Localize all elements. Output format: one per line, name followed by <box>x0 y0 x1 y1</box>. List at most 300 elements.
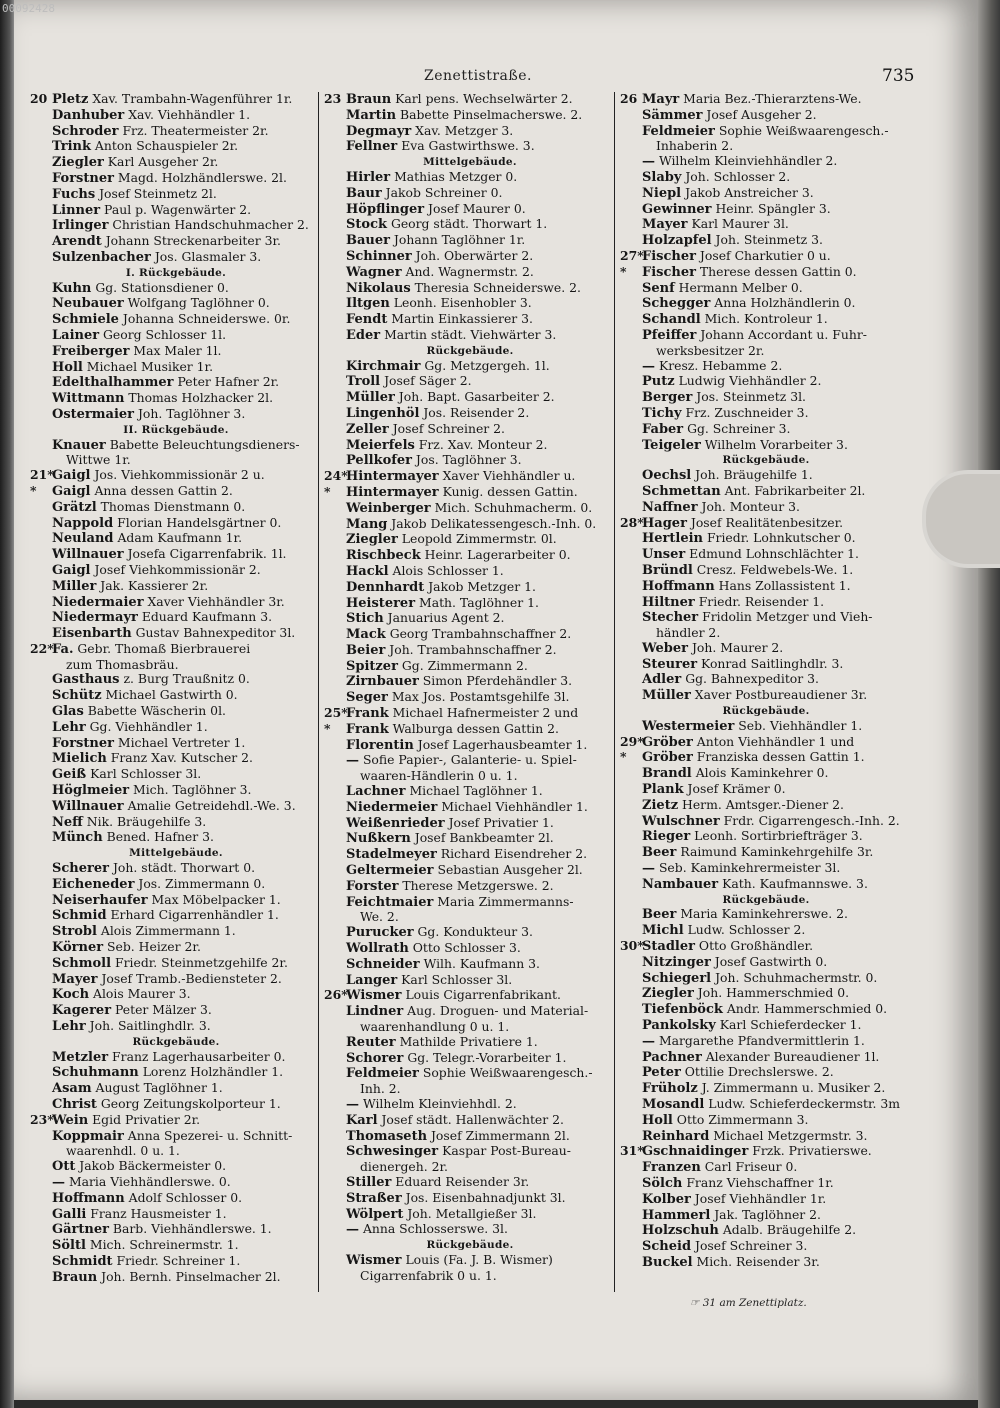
resident-entry: Wölpert Joh. Metallgießer 3l. <box>346 1206 537 1222</box>
surname: Kirchmair <box>346 358 421 374</box>
surname: Fischer <box>642 264 696 280</box>
resident-entry: Schwesinger Kaspar Post-Bureau- <box>346 1144 571 1160</box>
surname: Stiller <box>346 1174 392 1190</box>
building-section-heading: Rückgebäude. <box>426 1239 514 1252</box>
resident-entry: Feldmeier Sophie Weißwaarengesch.- <box>346 1066 593 1082</box>
surname: Hirler <box>346 169 391 185</box>
entry-continuation: Cigarrenfabrik 0 u. 1. <box>360 1268 497 1283</box>
house-number: 20 <box>30 92 48 106</box>
surname: Holl <box>642 1112 673 1128</box>
surname: Pellkofer <box>346 453 412 469</box>
surname: Ott <box>52 1159 76 1175</box>
resident-entry: Niepl Jakob Anstreicher 3. <box>642 185 814 201</box>
surname: Pletz <box>52 92 89 107</box>
entry-continuation: Wittwe 1r. <box>66 453 131 468</box>
surname: Gschnaidinger <box>642 1144 749 1160</box>
resident-entry: Tichy Frz. Zuschneider 3. <box>642 405 809 421</box>
surname: Beier <box>346 642 386 658</box>
resident-entry: Lingenhöl Jos. Reisender 2. <box>346 405 530 421</box>
resident-entry: Gärtner Barb. Viehhändlerswe. 1. <box>52 1222 272 1238</box>
surname: Weißenrieder <box>346 815 445 831</box>
resident-entry: Gaigl Josef Viehkommissionär 2. <box>52 562 261 578</box>
surname: Mayer <box>52 971 98 987</box>
resident-entry: Münch Bened. Hafner 3. <box>52 830 214 846</box>
surname: Schmoll <box>52 955 112 971</box>
resident-entry: Weber Joh. Maurer 2. <box>642 640 784 656</box>
entry-continuation: waarenhandlung 0 u. 1. <box>360 1020 510 1035</box>
surname: Lainer <box>52 327 100 343</box>
house-number: 23* <box>30 1112 54 1127</box>
surname: Kuhn <box>52 280 92 296</box>
resident-entry: Holl Michael Musiker 1r. <box>52 359 214 375</box>
entry-continuation: Inhaberin 2. <box>656 139 734 154</box>
resident-entry: Sämmer Josef Ausgeher 2. <box>642 107 817 123</box>
surname: Schuhmann <box>52 1065 139 1081</box>
resident-entry: Hirler Mathias Metzger 0. <box>346 169 518 185</box>
resident-entry: — Seb. Kaminkehrermeister 3l. <box>642 861 841 877</box>
surname: Schandl <box>642 312 701 328</box>
resident-entry: Franzen Carl Friseur 0. <box>642 1160 798 1176</box>
surname: Baur <box>346 185 382 201</box>
surname: Hager <box>642 515 687 531</box>
entry-continuation: Inh. 2. <box>360 1082 401 1097</box>
resident-entry: 28* Hager Josef Realitätenbesitzer. <box>620 515 844 531</box>
surname: Sölch <box>642 1175 683 1191</box>
house-number: 27* <box>620 248 644 263</box>
resident-entry: Lainer Georg Schlosser 1l. <box>52 327 227 343</box>
thumb-index-tab <box>922 470 1000 568</box>
resident-entry: Wulschner Frdr. Cigarrengesch.-Inh. 2. <box>642 813 900 829</box>
resident-entry: Reinhard Michael Metzgermstr. 3. <box>642 1128 868 1144</box>
resident-entry: Neubauer Wolfgang Taglöhner 0. <box>52 296 270 312</box>
surname: Niedermayr <box>52 610 138 626</box>
resident-entry: Putz Ludwig Viehhändler 2. <box>642 374 822 390</box>
resident-entry: Wagner And. Wagnermstr. 2. <box>346 264 534 280</box>
surname: Wölpert <box>346 1206 404 1222</box>
resident-entry: Rieger Leonh. Sortirbriefträger 3. <box>642 829 863 845</box>
resident-entry: 25* Frank Michael Hafnermeister 2 und <box>324 706 579 722</box>
resident-entry: Grätzl Thomas Dienstmann 0. <box>52 499 246 515</box>
resident-entry: Linner Paul p. Wagenwärter 2. <box>52 202 252 218</box>
resident-entry: Weißenrieder Josef Privatier 1. <box>346 815 554 831</box>
resident-entry: * Gaigl Anna dessen Gattin 2. <box>30 483 233 499</box>
resident-entry: Nitzinger Josef Gastwirth 0. <box>642 954 828 970</box>
surname: Hertlein <box>642 531 704 547</box>
surname: Hintermayer <box>346 469 439 485</box>
resident-entry: Mayer Josef Tramb.-Bediensteter 2. <box>52 971 282 987</box>
resident-entry: Zirnbauer Simon Pferdehändler 3. <box>346 674 573 690</box>
surname: Kolber <box>642 1191 691 1207</box>
resident-entry: Rischbeck Heinr. Lagerarbeiter 0. <box>346 548 571 564</box>
surname: Beer <box>642 845 677 861</box>
surname: Asam <box>52 1081 92 1097</box>
surname: Michl <box>642 923 684 939</box>
surname: Unser <box>642 547 686 563</box>
resident-entry: Wittmann Thomas Holzhacker 2l. <box>52 391 274 407</box>
resident-entry: Straßer Jos. Eisenbahnadjunkt 3l. <box>346 1190 566 1206</box>
surname: Nambauer <box>642 876 719 892</box>
surname: Gaigl <box>52 468 91 484</box>
resident-entry: Hammerl Jak. Taglöhner 2. <box>642 1207 821 1223</box>
surname: Reinhard <box>642 1128 710 1144</box>
surname: Schegger <box>642 296 711 312</box>
resident-entry: Dennhardt Jakob Metzger 1. <box>346 579 536 595</box>
resident-entry: Feichtmaier Maria Zimmermanns- <box>346 894 574 910</box>
resident-entry: Karl Josef städt. Hallenwächter 2. <box>346 1112 564 1128</box>
surname: Teigeler <box>642 437 701 453</box>
surname: Schinner <box>346 248 412 264</box>
page-header <box>14 68 980 90</box>
resident-entry: Hoffmann Adolf Schlosser 0. <box>52 1190 243 1206</box>
house-number: 25* <box>324 706 348 721</box>
resident-entry: Beer Maria Kaminkehrerswe. 2. <box>642 907 848 923</box>
resident-entry: Senf Hermann Melber 0. <box>642 280 803 296</box>
surname: Hoffmann <box>642 578 715 594</box>
entry-continuation: waaren-Händlerin 0 u. 1. <box>360 769 518 784</box>
surname: Langer <box>346 972 398 988</box>
house-number: * <box>324 484 331 499</box>
surname: Zirnbauer <box>346 674 419 690</box>
resident-entry: — Wilhelm Kleinviehhändler 2. <box>642 154 838 170</box>
house-number: 24* <box>324 469 348 484</box>
surname: Nappold <box>52 515 114 531</box>
surname: Trink <box>52 139 91 155</box>
resident-entry: Pankolsky Karl Schieferdecker 1. <box>642 1018 862 1034</box>
surname: Müller <box>642 688 691 704</box>
resident-entry: Mielich Franz Xav. Kutscher 2. <box>52 751 253 767</box>
surname: Metzler <box>52 1049 109 1065</box>
surname: Straßer <box>346 1190 402 1206</box>
surname: Schmettan <box>642 483 721 499</box>
surname: Tiefenböck <box>642 1002 723 1018</box>
resident-entry: Willnauer Amalie Getreidehdl.-We. 3. <box>52 798 296 814</box>
resident-entry: Reuter Mathilde Privatiere 1. <box>346 1034 538 1050</box>
resident-entry: Adler Gg. Bahnexpeditor 3. <box>642 672 819 688</box>
surname: Weber <box>642 640 689 656</box>
surname: Frank <box>346 706 389 722</box>
resident-entry: Mosandl Ludw. Schieferdeckermstr. 3m <box>642 1097 901 1112</box>
resident-entry: Freiberger Max Maler 1l. <box>52 343 222 359</box>
surname: — <box>346 1222 359 1238</box>
resident-entry: 22* Fa. Gebr. Thomaß Bierbrauerei <box>30 641 251 657</box>
surname: Putz <box>642 374 675 390</box>
resident-entry: Fendt Martin Einkassierer 3. <box>346 312 533 328</box>
surname: Dennhardt <box>346 579 425 595</box>
resident-entry: Martin Babette Pinselmacherswe. 2. <box>346 107 583 123</box>
resident-entry: Höglmeier Mich. Taglöhner 3. <box>52 783 252 799</box>
surname: Neiserhaufer <box>52 892 148 908</box>
surname: Thomaseth <box>346 1128 428 1144</box>
building-section-heading: Mittelgebäude. <box>129 847 223 860</box>
house-number: 21* <box>30 468 54 483</box>
surname: Senf <box>642 280 675 296</box>
surname: Körner <box>52 940 104 956</box>
resident-entry: 29* Gröber Anton Viehhändler 1 und <box>620 734 855 750</box>
resident-entry: Zeller Josef Schreiner 2. <box>346 421 505 437</box>
surname: Rischbeck <box>346 548 421 564</box>
resident-entry: Metzler Franz Lagerhausarbeiter 0. <box>52 1049 286 1065</box>
resident-entry: Edelthalhammer Peter Hafner 2r. <box>52 375 280 391</box>
surname: Niedermaier <box>52 594 144 610</box>
house-number: * <box>324 721 331 736</box>
surname: Ziegler <box>346 532 398 548</box>
resident-entry: Schandl Mich. Kontroleur 1. <box>642 312 828 328</box>
house-number: * <box>620 264 627 279</box>
resident-entry: 23* Wein Egid Privatier 2r. <box>30 1112 201 1128</box>
resident-entry: Pellkofer Jos. Taglöhner 3. <box>346 453 522 469</box>
surname: Wagner <box>346 264 402 280</box>
resident-entry: Scheid Josef Schreiner 3. <box>642 1239 808 1255</box>
resident-entry: Nikolaus Theresia Schneiderswe. 2. <box>346 280 581 296</box>
resident-entry: Nußkern Josef Bankbeamter 2l. <box>346 831 554 847</box>
surname: Nitzinger <box>642 954 711 970</box>
surname: Knauer <box>52 437 106 453</box>
surname: — <box>52 1174 65 1190</box>
surname: Niepl <box>642 185 682 201</box>
surname: Pankolsky <box>642 1018 716 1034</box>
surname: Nikolaus <box>346 280 411 296</box>
house-number: 28* <box>620 515 644 530</box>
resident-entry: Schmidt Friedr. Schreiner 1. <box>52 1253 241 1269</box>
resident-entry: Plank Josef Krämer 0. <box>642 782 786 798</box>
resident-entry: Schmettan Ant. Fabrikarbeiter 2l. <box>642 483 866 499</box>
surname: Schwesinger <box>346 1144 439 1160</box>
surname: Bauer <box>346 233 390 249</box>
resident-entry: Teigeler Wilhelm Vorarbeiter 3. <box>642 437 848 453</box>
house-number: * <box>620 750 627 765</box>
surname: Forstner <box>52 170 114 186</box>
resident-entry: — Anna Schlosserswe. 3l. <box>346 1222 508 1238</box>
resident-entry: Zietz Herm. Amtsger.-Diener 2. <box>642 797 844 813</box>
surname: Fuchs <box>52 186 96 202</box>
surname: Berger <box>642 390 693 406</box>
column-2 <box>324 92 616 1284</box>
resident-entry: Langer Karl Schlosser 3l. <box>346 972 513 988</box>
surname: Forster <box>346 878 399 894</box>
surname: Mayer <box>642 217 688 233</box>
building-section-heading: Rückgebäude. <box>722 893 810 906</box>
surname: — <box>346 753 359 769</box>
surname: Sämmer <box>642 107 703 123</box>
resident-entry: Niedermayr Eduard Kaufmann 3. <box>52 610 273 626</box>
resident-entry: Oechsl Joh. Bräugehilfe 1. <box>642 468 813 484</box>
surname: Lehr <box>52 1019 86 1035</box>
surname: Tichy <box>642 405 682 421</box>
surname: Schütz <box>52 688 102 704</box>
house-number: 29* <box>620 734 644 749</box>
resident-entry: Ziegler Karl Ausgeher 2r. <box>52 155 219 171</box>
surname: Hiltner <box>642 594 695 610</box>
surname: Beer <box>642 907 677 923</box>
building-section-heading: II. Rückgebäude. <box>123 423 229 436</box>
surname: Holzapfel <box>642 233 712 249</box>
surname: Feldmeier <box>346 1066 419 1082</box>
resident-entry: Fellner Eva Gastwirthswe. 3. <box>346 139 535 155</box>
resident-entry: 24* Hintermayer Xaver Viehhändler u. <box>324 469 576 485</box>
resident-entry: Neff Nik. Bräugehilfe 3. <box>52 814 207 830</box>
surname: Stecher <box>642 610 699 626</box>
resident-entry: Braun Joh. Bernh. Pinselmacher 2l. <box>52 1269 281 1285</box>
surname: Willnauer <box>52 798 124 814</box>
surname: Oechsl <box>642 468 692 484</box>
surname: Freiberger <box>52 343 130 359</box>
surname: Gaigl <box>52 562 91 578</box>
surname: Gärtner <box>52 1222 109 1238</box>
surname: Schmid <box>52 908 107 924</box>
surname: Zeller <box>346 421 389 437</box>
resident-entry: Schneider Wilh. Kaufmann 3. <box>346 956 540 972</box>
surname: Naffner <box>642 499 698 515</box>
surname: — <box>642 154 655 170</box>
resident-entry: Pfeiffer Johann Accordant u. Fuhr- <box>642 327 867 343</box>
building-section-heading: Rückgebäude. <box>132 1035 220 1048</box>
surname: Lachner <box>346 784 406 800</box>
resident-entry: Eder Martin städt. Viehwärter 3. <box>346 327 557 343</box>
surname: Mack <box>346 627 386 643</box>
surname: Glas <box>52 704 84 720</box>
surname: Scheid <box>642 1239 692 1255</box>
surname: Fischer <box>642 248 696 264</box>
resident-entry: Glas Babette Wäscherin 0l. <box>52 704 226 720</box>
scan-id: 00092428 <box>2 2 55 15</box>
resident-entry: Neiserhaufer Max Möbelpacker 1. <box>52 892 281 908</box>
resident-entry: Mayer Karl Maurer 3l. <box>642 217 789 233</box>
surname: Wittmann <box>52 391 125 407</box>
resident-entry: Scherer Joh. städt. Thorwart 0. <box>52 861 256 877</box>
resident-entry: — Maria Viehhändlerswe. 0. <box>52 1174 231 1190</box>
resident-entry: Galli Franz Hausmeister 1. <box>52 1206 227 1222</box>
surname: Feldmeier <box>642 123 715 139</box>
surname: Mielich <box>52 751 107 767</box>
surname: Rieger <box>642 829 691 845</box>
surname: Westermeier <box>642 718 735 734</box>
surname: Stich <box>346 611 384 627</box>
resident-entry: Slaby Joh. Schlosser 2. <box>642 169 791 185</box>
surname: Braun <box>52 1269 98 1285</box>
surname: Forstner <box>52 735 114 751</box>
resident-entry: Ott Jakob Bäckermeister 0. <box>52 1159 227 1175</box>
surname: Troll <box>346 374 381 390</box>
surname: Söltl <box>52 1238 86 1254</box>
resident-entry: Bründl Cresz. Feldwebels-We. 1. <box>642 562 854 578</box>
surname: Galli <box>52 1206 87 1222</box>
footnote: ☞ 31 am Zenettiplatz. <box>690 1297 807 1309</box>
resident-entry: Trink Anton Schauspieler 2r. <box>52 139 239 155</box>
resident-entry: Ostermaier Joh. Taglöhner 3. <box>52 406 246 422</box>
resident-entry: Schorer Gg. Telegr.-Vorarbeiter 1. <box>346 1050 567 1066</box>
building-section-heading: Rückgebäude. <box>722 454 810 467</box>
surname: Höglmeier <box>52 783 130 799</box>
resident-entry: Westermeier Seb. Viehhändler 1. <box>642 718 863 734</box>
resident-entry: Naffner Joh. Monteur 3. <box>642 499 800 515</box>
building-section-heading: Rückgebäude. <box>426 344 514 357</box>
surname: Spitzer <box>346 658 398 674</box>
resident-entry: Knauer Babette Beleuchtungsdieners- <box>52 437 300 453</box>
surname: Gaigl <box>52 483 91 499</box>
resident-entry: Schuhmann Lorenz Holzhändler 1. <box>52 1065 284 1081</box>
resident-entry: Schmiele Johanna Schneiderswe. 0r. <box>52 312 291 328</box>
house-number: * <box>30 483 37 498</box>
surname: Steurer <box>642 656 698 672</box>
resident-entry: Steurer Konrad Saitlinghdlr. 3. <box>642 656 844 672</box>
resident-entry: Faber Gg. Schreiner 3. <box>642 421 791 437</box>
surname: Gewinner <box>642 201 712 217</box>
resident-entry: Stiller Eduard Reisender 3r. <box>346 1174 530 1190</box>
surname: Stadler <box>642 939 695 955</box>
resident-entry: Lachner Michael Taglöhner 1. <box>346 784 543 800</box>
resident-entry: Iltgen Leonh. Eisenhobler 3. <box>346 296 532 312</box>
surname: Scherer <box>52 861 109 877</box>
resident-entry: Söltl Mich. Schreinermstr. 1. <box>52 1238 239 1254</box>
resident-entry: Strobl Alois Zimmermann 1. <box>52 924 236 940</box>
resident-entry: Kagerer Peter Mälzer 3. <box>52 1003 212 1019</box>
surname: Wollrath <box>346 941 409 957</box>
resident-entry: Stecher Fridolin Metzger und Vieh- <box>642 610 873 626</box>
surname: Mang <box>346 516 388 532</box>
surname: Brandl <box>642 766 692 782</box>
surname: Franzen <box>642 1160 701 1176</box>
surname: Gasthaus <box>52 672 120 688</box>
house-number: 22* <box>30 641 54 656</box>
surname: Höpflinger <box>346 201 425 217</box>
surname: Neff <box>52 814 83 830</box>
resident-entry: Niedermeier Michael Viehhändler 1. <box>346 799 588 815</box>
surname: Feichtmaier <box>346 894 434 910</box>
resident-entry: Peter Ottilie Drechslerswe. 2. <box>642 1065 834 1081</box>
surname: Hintermayer <box>346 484 439 500</box>
resident-entry: 30* Stadler Otto Großhändler. <box>620 939 814 955</box>
surname: Reuter <box>346 1034 396 1050</box>
resident-entry: 26* Wismer Louis Cigarrenfabrikant. <box>324 988 561 1004</box>
surname: Eder <box>346 327 381 343</box>
surname: Fellner <box>346 139 398 155</box>
resident-entry: Schmid Erhard Cigarrenhändler 1. <box>52 908 279 924</box>
surname: Peter <box>642 1065 681 1081</box>
resident-entry: Feldmeier Sophie Weißwaarengesch.- <box>642 123 889 139</box>
resident-entry: Niedermaier Xaver Viehhändler 3r. <box>52 594 285 610</box>
house-number: 26 <box>620 92 638 106</box>
surname: Niedermeier <box>346 799 438 815</box>
surname: Holzschuh <box>642 1223 719 1239</box>
resident-entry: Lindner Aug. Droguen- und Material- <box>346 1004 589 1020</box>
resident-entry: Miller Jak. Kassierer 2r. <box>52 578 209 594</box>
surname: Linner <box>52 202 101 218</box>
surname: Mayr <box>642 92 680 107</box>
surname: Braun <box>346 92 392 107</box>
resident-entry: Baur Jakob Schreiner 0. <box>346 185 503 201</box>
surname: Hammerl <box>642 1207 711 1223</box>
house-number: 31* <box>620 1144 644 1159</box>
surname: Seger <box>346 690 388 706</box>
surname: Slaby <box>642 169 682 185</box>
resident-entry: Geiß Karl Schlosser 3l. <box>52 767 202 783</box>
resident-entry: Ziegler Leopold Zimmermstr. 0l. <box>346 532 557 548</box>
resident-entry: — Margarethe Pfandvermittlerin 1. <box>642 1033 865 1049</box>
surname: Koch <box>52 987 90 1003</box>
surname: Müller <box>346 390 395 406</box>
surname: Schroder <box>52 123 119 139</box>
surname: Purucker <box>346 925 414 941</box>
resident-entry: Arendt Johann Streckenarbeiter 3r. <box>52 234 281 250</box>
resident-entry: Koch Alois Maurer 3. <box>52 987 191 1003</box>
resident-entry: Pachner Alexander Bureaudiener 1l. <box>642 1049 880 1065</box>
surname: Plank <box>642 782 684 798</box>
surname: Buckel <box>642 1254 693 1270</box>
building-section-heading: Mittelgebäude. <box>423 156 517 169</box>
resident-entry: Holl Otto Zimmermann 3. <box>642 1112 809 1128</box>
resident-entry: Beier Joh. Trambahnschaffner 2. <box>346 642 557 658</box>
resident-entry: Hiltner Friedr. Reisender 1. <box>642 594 825 610</box>
